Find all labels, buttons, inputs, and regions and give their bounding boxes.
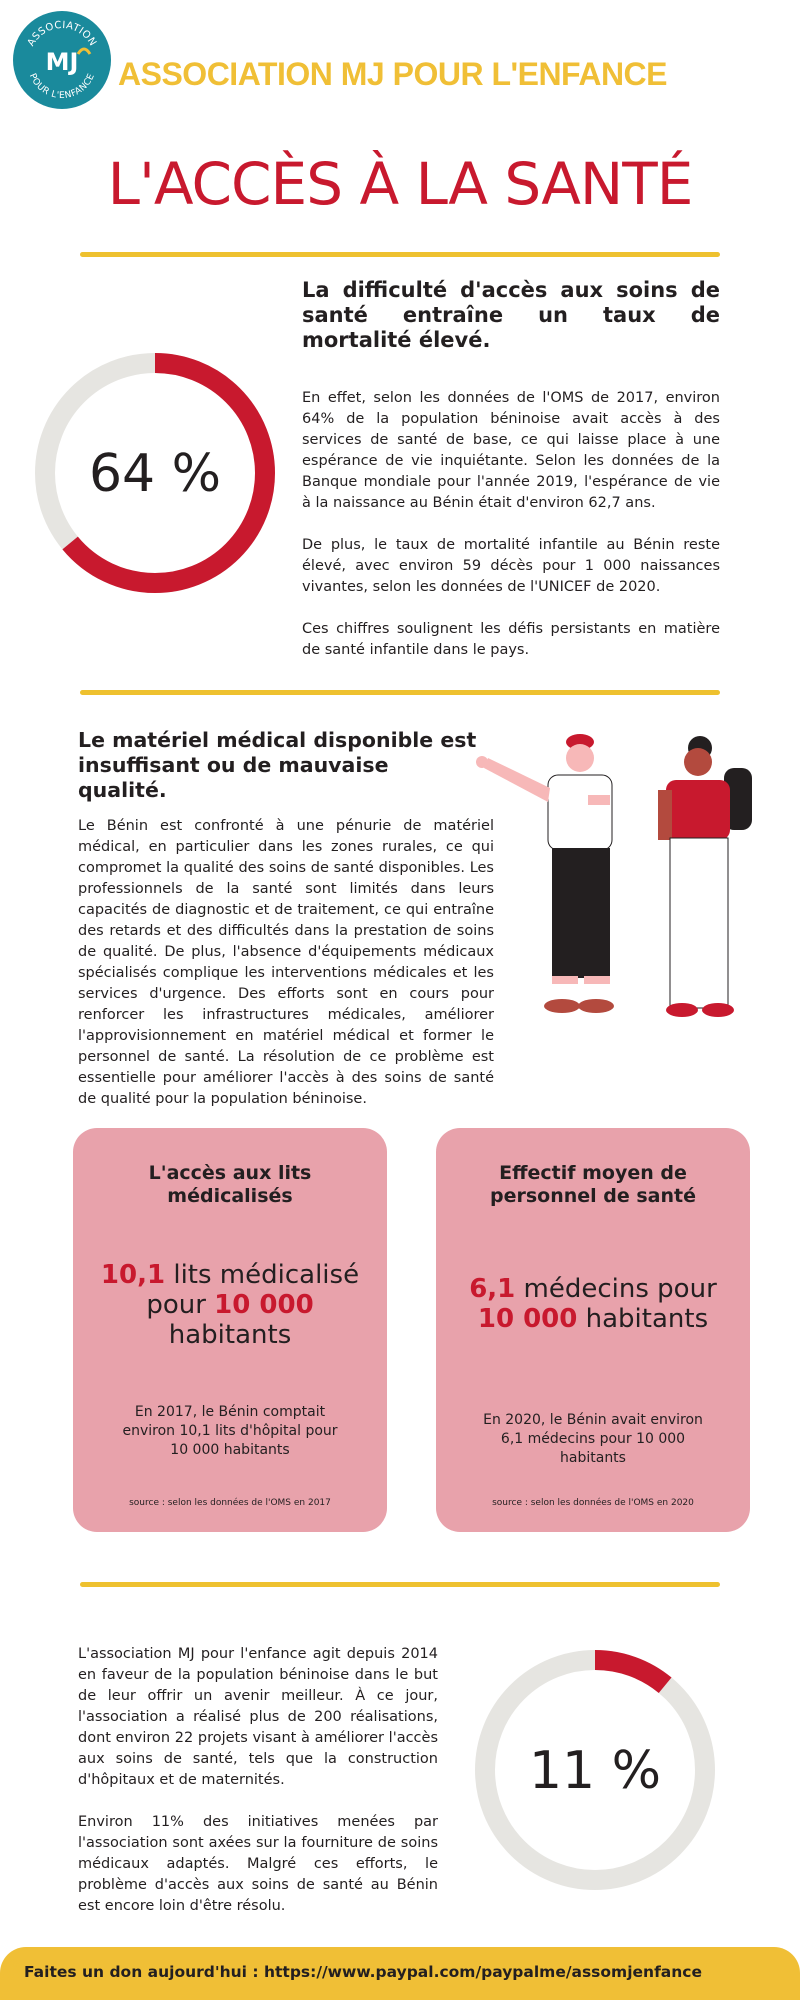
section1-paragraph: En effet, selon les données de l'OMS de 2017, environ 64% de la population béninoise avait accès à des services de santé de base, ce qui laisse place à une espérance de vie inquiétante. Selon les données de la Banque mondiale pour l'année 2019, l'espérance de vie à la naissance au Bénin était d'environ 62,7 ans.: [302, 390, 720, 511]
card-stat-text: lits médicalisé pour: [146, 1260, 360, 1320]
card-stat-text: habitants: [168, 1320, 292, 1350]
section2-heading: Le matériel médical disponible est insuffisant ou de mauvaise qualité.: [78, 728, 477, 802]
section3-paragraph: Environ 11% des initiatives menées par l'association sont axées sur la fourniture de soins médicaux adaptés. Malgré ces efforts, le problème d'accès aux soins de santé au Bénin est encore loin d'être résolu.: [78, 1814, 438, 1914]
donation-footer: [0, 1947, 800, 2000]
card-stat-text: habitants: [577, 1304, 709, 1334]
section1-paragraph: De plus, le taux de mortalité infantile au Bénin reste élevé, avec environ 59 décès pour 1 000 naissances vivantes, selon les données de l'UNICEF de 2020.: [302, 537, 720, 595]
card-stat: [456, 1274, 730, 1334]
divider: [80, 690, 720, 695]
section3-text: [78, 1644, 438, 1917]
brand-name: ASSOCIATION MJ POUR L'ENFANCE: [118, 56, 667, 92]
section1-text: [302, 388, 720, 661]
association-logo: [12, 10, 112, 110]
page-title: L'ACCÈS À LA SANTÉ: [107, 150, 693, 218]
donut-percentage: 11 %: [528, 1741, 662, 1801]
section3-paragraph: L'association MJ pour l'enfance agit depuis 2014 en faveur de la population béninoise dans le but de leur offrir un avenir meilleur. À ce jour, l'association a réalisé plus de 200 réalisations, dont environ 22 projets visant à améliorer l'accès aux soins de santé, tels que la construction d'hôpitaux et de maternités.: [78, 1646, 438, 1788]
card-source: source : selon les données de l'OMS en 2017: [129, 1498, 331, 1508]
logo-initials: MJ: [45, 48, 79, 76]
stat-card-hospital-beds: [73, 1128, 387, 1532]
section1-paragraph: Ces chiffres soulignent les défis persistants en matière de santé infantile dans le pays.: [302, 621, 720, 658]
donut-chart-64: [30, 348, 280, 598]
card-source: source : selon les données de l'OMS en 2020: [492, 1498, 694, 1508]
card-stat-text: médecins pour: [515, 1274, 717, 1304]
stat-card-health-staff: [436, 1128, 750, 1532]
donut-chart-11: [470, 1645, 720, 1895]
people-illustration: [468, 730, 758, 1030]
card-stat-number: 10 000: [214, 1290, 314, 1320]
card-description: En 2017, le Bénin comptait environ 10,1 lits d'hôpital pour 10 000 habitants: [122, 1404, 338, 1458]
card-stat: [93, 1260, 367, 1350]
section1-heading: La difficulté d'accès aux soins de santé entraîne un taux de mortalité élevé.: [302, 278, 720, 352]
card-title: L'accès aux lits médicalisés: [148, 1162, 312, 1207]
card-description: En 2020, le Bénin avait environ 6,1 médecins pour 10 000 habitants: [483, 1412, 703, 1466]
section2-paragraph: Le Bénin est confronté à une pénurie de matériel médical, en particulier dans les zones rurales, ce qui compromet la qualité des soins de santé disponibles. Les professionnels de la santé sont limités dans leurs capacités de diagnostic et de traitement, ce qui entraîne des retards et des difficultés dans la prestation de soins de qualité. De plus, l'absence d'équipements médicaux spécialisés complique les interventions médicales et les services d'urgence. Des efforts sont en cours pour renforcer les infrastructures médicales, améliorer l'approvisionnement en matériel médical et former le personnel de santé. La résolution de ce problème est essentielle pour améliorer l'accès à des soins de santé de qualité pour la population béninoise.: [78, 818, 494, 1107]
donut-percentage: 64 %: [88, 444, 222, 504]
person-with-pen-icon: [476, 734, 614, 1013]
logo-text-top: ASSOCIATION: [25, 19, 99, 49]
card-stat-number: 6,1: [469, 1274, 516, 1304]
donation-link[interactable]: Faites un don aujourd'hui : https://www.paypal.com/paypalme/assomjenfance: [24, 1963, 703, 1981]
divider: [80, 252, 720, 257]
person-with-backpack-icon: [658, 736, 752, 1017]
card-stat-number: 10 000: [477, 1304, 578, 1334]
divider: [80, 1582, 720, 1587]
card-title: Effectif moyen de personnel de santé: [489, 1162, 696, 1207]
logo-text-bottom: POUR L'ENFANCE: [26, 72, 98, 102]
card-stat-number: 10,1: [100, 1260, 166, 1290]
